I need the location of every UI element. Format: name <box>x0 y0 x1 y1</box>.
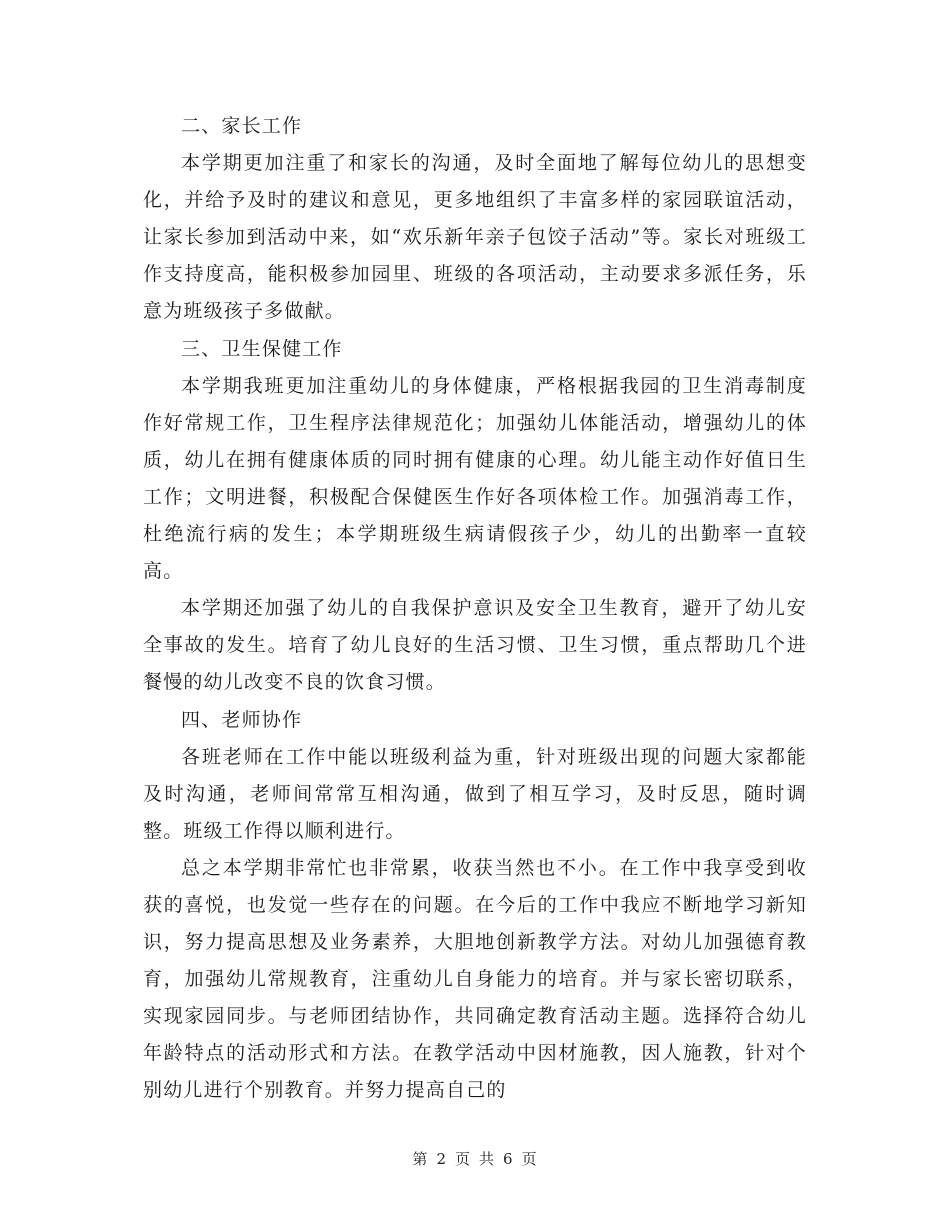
document-body <box>143 108 807 1110</box>
section-heading-teachers: 四、老师协作 <box>181 708 303 731</box>
paragraph-parents-work: 本学期更加注重了和家长的沟通，及时全面地了解每位幼儿的思想变化，并给予及时的建议和意见，更多地组织了丰富多样的家园联谊活动，让家长参加到活动中来，如“欢乐新年亲子包饺子活动”等。家长对班级工作支持度高，能积极参加园里、班级的各项活动，主动要求多派任务，乐意为班级孩子多做献。 <box>143 152 807 323</box>
section-heading-parents: 二、家长工作 <box>181 115 303 137</box>
paragraph-health-work: 本学期我班更加注重幼儿的身体健康，严格根据我园的卫生消毒制度作好常规工作，卫生程序法律规范化；加强幼儿体能活动，增强幼儿的体质，幼儿在拥有健康体质的同时拥有健康的心理。幼儿能主动作好值日生工作；文明进餐，积极配合保健医生作好各项体检工作。加强消毒工作，杜绝流行病的发生；本学期班级生病请假孩子少，幼儿的出勤率一直较高。 <box>143 374 807 583</box>
page-footer <box>0 1148 950 1169</box>
footer-total-pages: 6 <box>503 1150 514 1168</box>
paragraph-safety-education: 本学期还加强了幼儿的自我保护意识及安全卫生教育，避开了幼儿安全事故的发生。培育了幼儿良好的生活习惯、卫生习惯，重点帮助几个进餐慢的幼儿改变不良的饮食习惯。 <box>143 597 807 694</box>
section-heading-health: 三、卫生保健工作 <box>181 337 343 360</box>
footer-total-word: 共 <box>479 1150 496 1168</box>
footer-prefix: 第 <box>412 1150 429 1168</box>
paragraph-summary: 总之本学期非常忙也非常累，收获当然也不小。在工作中我享受到收获的喜悦，也发觉一些存在的问题。在今后的工作中我应不断地学习新知识，努力提高思想及业务素养，大胆地创新教学方法。对幼儿加强德育教育，加强幼儿常规教育，注重幼儿自身能力的培育。并与家长密切联系，实现家园同步。与老师团结协作，共同确定教育活动主题。选择符合幼儿年龄特点的活动形式和方法。在教学活动中因材施教，因人施教，针对个别幼儿进行个别教育。并努力提高自己的 <box>143 856 807 1102</box>
footer-page-word: 页 <box>454 1150 471 1168</box>
footer-suffix: 页 <box>521 1150 538 1168</box>
footer-current-page: 2 <box>436 1150 447 1168</box>
paragraph-teacher-cooperation: 各班老师在工作中能以班级利益为重，针对班级出现的问题大家都能及时沟通，老师间常常互相沟通，做到了相互学习，及时反思，随时调整。班级工作得以顺利进行。 <box>143 745 807 842</box>
